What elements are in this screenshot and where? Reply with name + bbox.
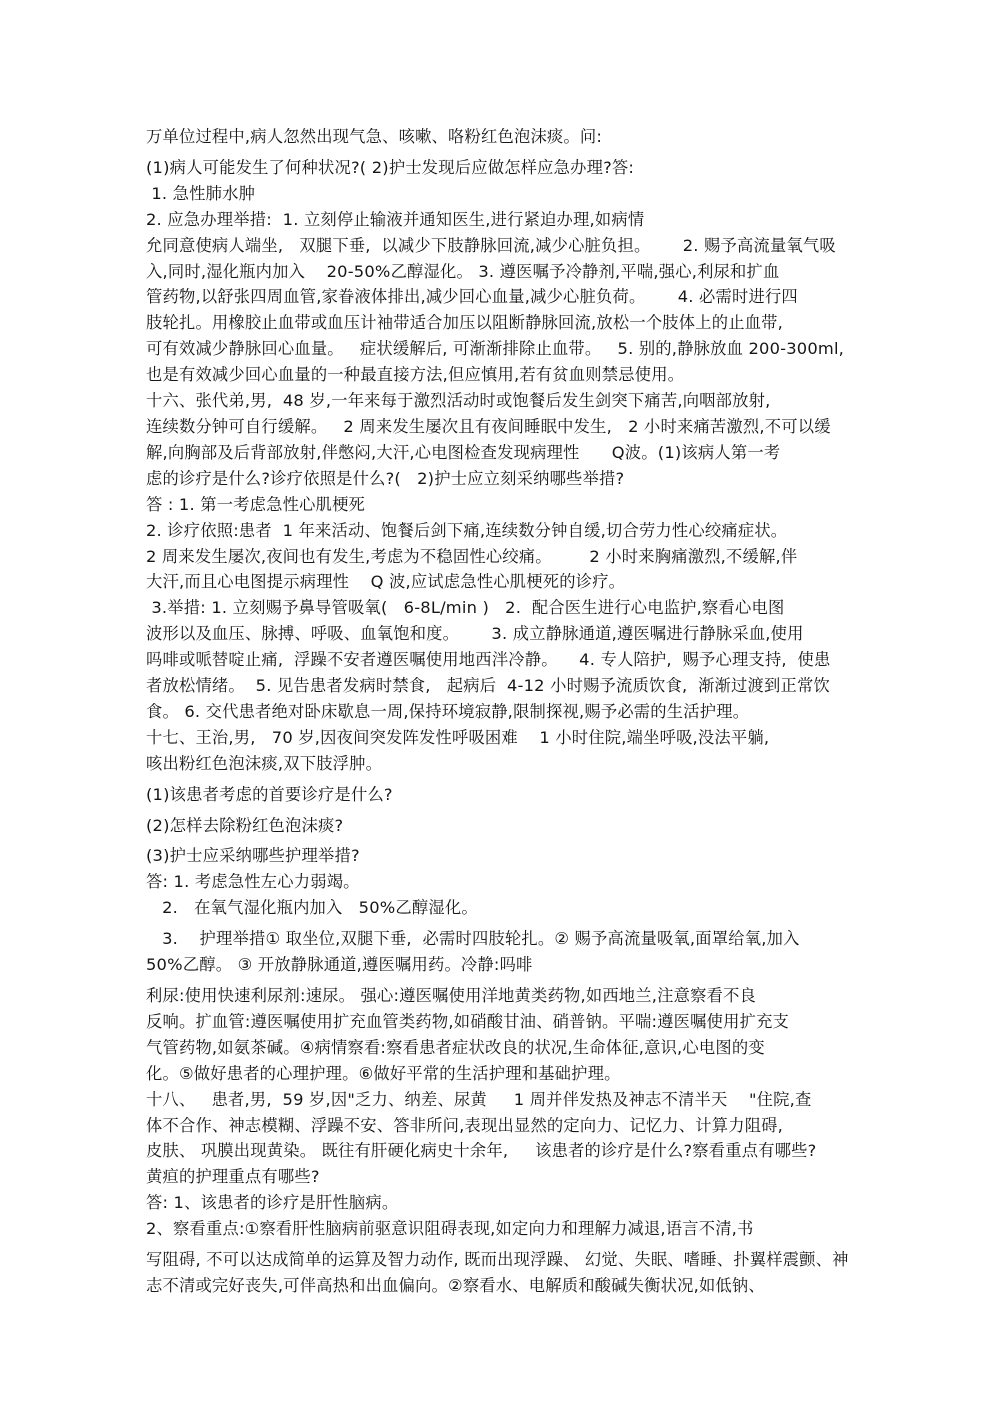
text-line: 入,同时,湿化瓶内加入 20-50%乙醇湿化。 3. 遵医嘱予冷静剂,平喘,强心,利尿和扩血	[146, 261, 780, 281]
text-line: 1. 急性肺水肿	[146, 183, 256, 203]
text-line: 利尿:使用快速利尿剂:速尿。 强心:遵医嘱使用洋地黄类药物,如西地兰,注意察看不良	[146, 986, 757, 1005]
text-line: 2. 诊疗依照:患者 1 年来活动、饱餐后剑下痛,连续数分钟自缓,切合劳力性心绞痛症状。	[146, 520, 788, 540]
text-line: 2、察看重点:①察看肝性脑病前驱意识阻碍表现,如定向力和理解力减退,语言不清,书	[146, 1219, 754, 1239]
text-line: 化。⑤做好患者的心理护理。⑥做好平常的生活护理和基础护理。	[146, 1063, 621, 1083]
text-line: 黄疸的护理重点有哪些?	[146, 1167, 320, 1187]
text-line: (2)怎样去除粉红色泡沫痰?	[146, 815, 344, 835]
text-line: 食。 6. 交代患者绝对卧床歇息一周,保持环境寂静,限制探视,赐予必需的生活护理。	[146, 701, 750, 721]
text-line: (3)护士应采纳哪些护理举措?	[146, 846, 360, 866]
text-line: 2 周来发生屡次,夜间也有发生,考虑为不稳固性心绞痛。 2 小时来胸痛激烈,不缓解,伴	[146, 546, 798, 566]
text-line: 2. 在氧气湿化瓶内加入 50%乙醇湿化。	[146, 898, 478, 918]
text-line: 答: 1. 考虑急性左心力弱竭。	[146, 872, 360, 892]
text-line: (1)病人可能发生了何种状况?( 2)护士发现后应做怎样应急办理?答:	[146, 157, 635, 177]
text-line: 十七、王治,男, 70 岁,因夜间突发阵发性呼吸困难 1 小时住院,端坐呼吸,没法平躺,	[146, 727, 770, 747]
text-line: 答: 1、该患者的诊疗是肝性脑病。	[146, 1193, 399, 1213]
text-line: 气管药物,如氨茶碱。④病情察看:察看患者症状改良的状况,生命体征,意识,心电图的变	[146, 1037, 765, 1057]
text-line: 者放松情绪。 5. 见告患者发病时禁食, 起病后 4-12 小时赐予流质饮食, 渐渐过渡到正常饮	[146, 676, 830, 696]
text-line: 肢轮扎。用橡胶止血带或血压计袖带适合加压以阻断静脉回流,放松一个肢体上的止血带,	[146, 313, 784, 333]
document-body	[146, 124, 892, 1299]
text-line: 3. 护理举措① 取坐位,双腿下垂, 必需时四肢轮扎。② 赐予高流量吸氧,面罩给氧,加入	[146, 929, 800, 949]
text-line: 管药物,以舒张四周血管,家眷液体排出,减少回心血量,减少心脏负荷。 4. 必需时进行四	[146, 287, 798, 307]
text-line: 允同意使病人端坐, 双腿下垂, 以减少下肢静脉回流,减少心脏负担。 2. 赐予高流量氧气吸	[146, 235, 836, 255]
text-line: 十六、张代弟,男, 48 岁,一年来每于激烈活动时或饱餐后发生剑突下痛苦,向咽部放射,	[146, 391, 771, 411]
text-line: 反响。扩血管:遵医嘱使用扩充血管类药物,如硝酸甘油、硝普钠。平喘:遵医嘱使用扩充支	[146, 1011, 790, 1031]
text-line: 写阻碍, 不可以达成简单的运算及智力动作, 既而出现浮躁、 幻觉、失眠、嗜睡、扑翼样震颤、神	[146, 1250, 849, 1270]
text-line: 十八、 患者,男, 59 岁,因"乏力、纳差、尿黄 1 周并伴发热及神志不清半天 "住院,查	[146, 1089, 812, 1109]
text-line: 皮肤、 巩膜出现黄染。 既往有肝硬化病史十余年, 该患者的诊疗是什么?察看重点有哪些?	[146, 1141, 817, 1161]
text-line: 答 : 1. 第一考虑急性心肌梗死	[146, 494, 366, 514]
text-line: 咳出粉红色泡沫痰,双下肢浮肿。	[146, 753, 383, 773]
text-line: 大汗,而且心电图提示病理性 Q 波,应试虑急性心肌梗死的诊疗。	[146, 572, 626, 592]
text-line: 连续数分钟可自行缓解。 2 周来发生屡次且有夜间睡眠中发生, 2 小时来痛苦激烈,不可以缓	[146, 416, 831, 436]
text-line: 2. 应急办理举措: 1. 立刻停止输液并通知医生,进行紧迫办理,如病情	[146, 209, 645, 229]
text-line: 可有效减少静脉回心血量。 症状缓解后, 可渐渐排除止血带。 5. 别的,静脉放血 200-300ml,	[146, 339, 845, 359]
text-line: 50%乙醇。 ③ 开放静脉通道,遵医嘱用药。冷静:吗啡	[146, 955, 533, 975]
text-line: 吗啡或哌替啶止痛, 浮躁不安者遵医嘱使用地西泮冷静。 4. 专人陪护, 赐予心理支持, 使患	[146, 650, 831, 670]
text-line: 也是有效减少回心血量的一种最直接方法,但应慎用,若有贫血则禁忌使用。	[146, 365, 685, 385]
text-line: 波形以及血压、脉搏、呼吸、血氧饱和度。 3. 成立静脉通道,遵医嘱进行静脉采血,使用	[146, 624, 804, 644]
text-line: 解,向胸部及后背部放射,伴憋闷,大汗,心电图检查发现病理性 Q波。(1)该病人第一考	[146, 442, 781, 462]
text-line: 3.举措: 1. 立刻赐予鼻导管吸氧( 6-8L/min ) 2. 配合医生进行心电监护,察看心电图	[146, 598, 785, 618]
text-line: 志不清或完好丧失,可伴高热和出血偏向。②察看水、电解质和酸碱失衡状况,如低钠、	[146, 1275, 765, 1295]
text-line: 虑的诊疗是什么?诊疗依照是什么?( 2)护士应立刻采纳哪些举措?	[146, 468, 625, 488]
text-line: (1)该患者考虑的首要诊疗是什么?	[146, 784, 393, 804]
text-line: 体不合作、神志模糊、浮躁不安、答非所问,表现出显然的定向力、记忆力、计算力阻碍,	[146, 1115, 784, 1135]
text-line: 万单位过程中,病人忽然出现气急、咳嗽、咯粉红色泡沫痰。问:	[146, 127, 603, 146]
